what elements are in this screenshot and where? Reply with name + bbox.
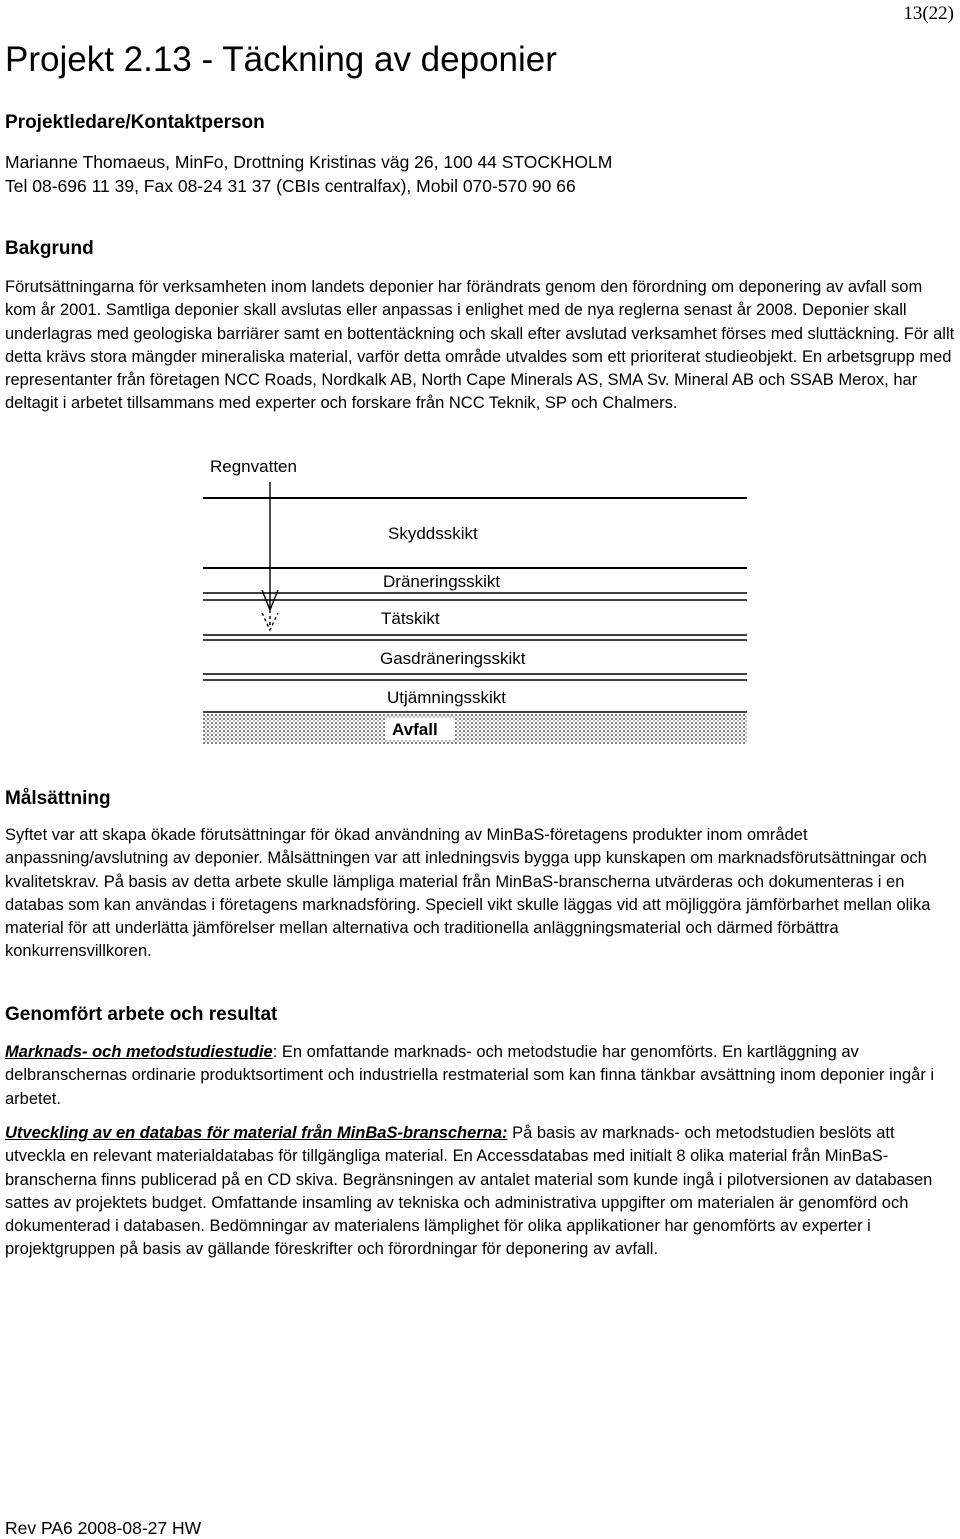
results-paragraph-1	[5, 1041, 955, 1111]
contact-address: Marianne Thomaeus, MinFo, Drottning Kristinas väg 26, 100 44 STOCKHOLM	[5, 152, 613, 172]
background-paragraph	[5, 276, 955, 416]
layer-label-tatskikt: Tätskikt	[381, 609, 440, 628]
results-label-1: Marknads- och metodstudiestudie	[5, 1043, 273, 1061]
results-text-2: På basis av marknads- och metodstudien beslöts att utveckla en relevant materialdatabas för tillgängliga material. En Accessdatabas med initialt 8 olika material från MinBaS-branscherna finns publicerad på en CD skiva. Begränsningen av antalet material som kunde ingå i pilotversionen av databasen sattes av projektets budget. Omfattande insamling av tekniska och administrativa uppgifter om materialen är genomförd och dokumenterad i databasen. Bedömningar av materialens lämplighet för olika applikationer har genomförts av experter i projektgruppen på basis av gällande föreskrifter och förordningar för deponering av avfall.	[5, 1124, 933, 1259]
footer-revision: Rev PA6 2008-08-27 HW	[5, 1518, 202, 1538]
rain-arrow-head-lower	[262, 613, 278, 630]
background-heading: Bakgrund	[5, 238, 94, 259]
contact-details	[5, 150, 612, 198]
goals-paragraph	[5, 824, 955, 964]
goals-heading: Målsättning	[5, 788, 111, 809]
page-number: 13(22)	[903, 3, 954, 24]
layer-label-skyddsskikt: Skyddsskikt	[388, 524, 478, 543]
contact-phone: Tel 08-696 11 39, Fax 08-24 31 37 (CBIs centralfax), Mobil 070-570 90 66	[5, 176, 576, 196]
layer-label-avfall: Avfall	[392, 720, 438, 739]
layer-label-gasdraneringsskikt: Gasdräneringsskikt	[380, 649, 526, 668]
results-text-1: : En omfattande marknads- och metodstudie har genomförts. En kartläggning av delbranschernas ordinarie produktsortiment och industriella restmaterial som kan finna tänkbar avsättning inom deponier ingår i arbetet.	[5, 1043, 935, 1108]
landfill-cover-diagram	[195, 450, 760, 750]
contact-heading: Projektledare/Kontaktperson	[5, 112, 265, 133]
background-text: Förutsättningarna för verksamheten inom landets deponier har förändrats genom den förordning om deponering av avfall som kom år 2001. Samtliga deponier skall avslutas eller anpassas i enlighet med de nya reglerna senast år 2008. Deponier skall underlagras med geologiska barriärer samt en bottentäckning och skall efter avslutad verksamhet förses med sluttäckning. För allt detta krävs stora mängder mineraliska material, varför detta område utvaldes som ett prioriterat studieobjekt. En arbetsgrupp med representanter från företagen NCC Roads, Nordkalk AB, North Cape Minerals AS, SMA Sv. Mineral AB och SSAB Merox, har deltagit i arbetet tillsammans med experter och forskare från NCC Teknik, SP och Chalmers.	[5, 278, 955, 413]
layer-label-draneringsskikt: Dräneringsskikt	[383, 572, 501, 591]
results-label-2: Utveckling av en databas för material från MinBaS-branscherna:	[5, 1124, 508, 1142]
results-heading: Genomfört arbete och resultat	[5, 1004, 278, 1025]
layer-label-utjamningsskikt: Utjämningsskikt	[387, 688, 507, 707]
waste-layer-fill	[203, 714, 747, 744]
goals-text: Syftet var att skapa ökade förutsättningar för ökad användning av MinBaS-företagens produkter inom området anpassning/avslutning av deponier. Målsättningen var att inledningsvis bygga upp kunskapen om marknadsförutsättningar och kvalitetskrav. På basis av detta arbete skulle lämpliga material från MinBaS-branscherna utvärderas och dokumenteras i en databas som kan användas i företagens marknadsföring. Speciell vikt skulle läggas vid att möjliggöra jämförbarhet mellan olika material för att underlätta jämförelser mellan alternativa och traditionella anläggningsmaterial och därmed förbättra konkurrensvillkoren.	[5, 826, 931, 961]
results-paragraph-2	[5, 1122, 955, 1262]
page-title: Projekt 2.13 - Täckning av deponier	[5, 40, 557, 79]
rain-label: Regnvatten	[210, 457, 297, 476]
